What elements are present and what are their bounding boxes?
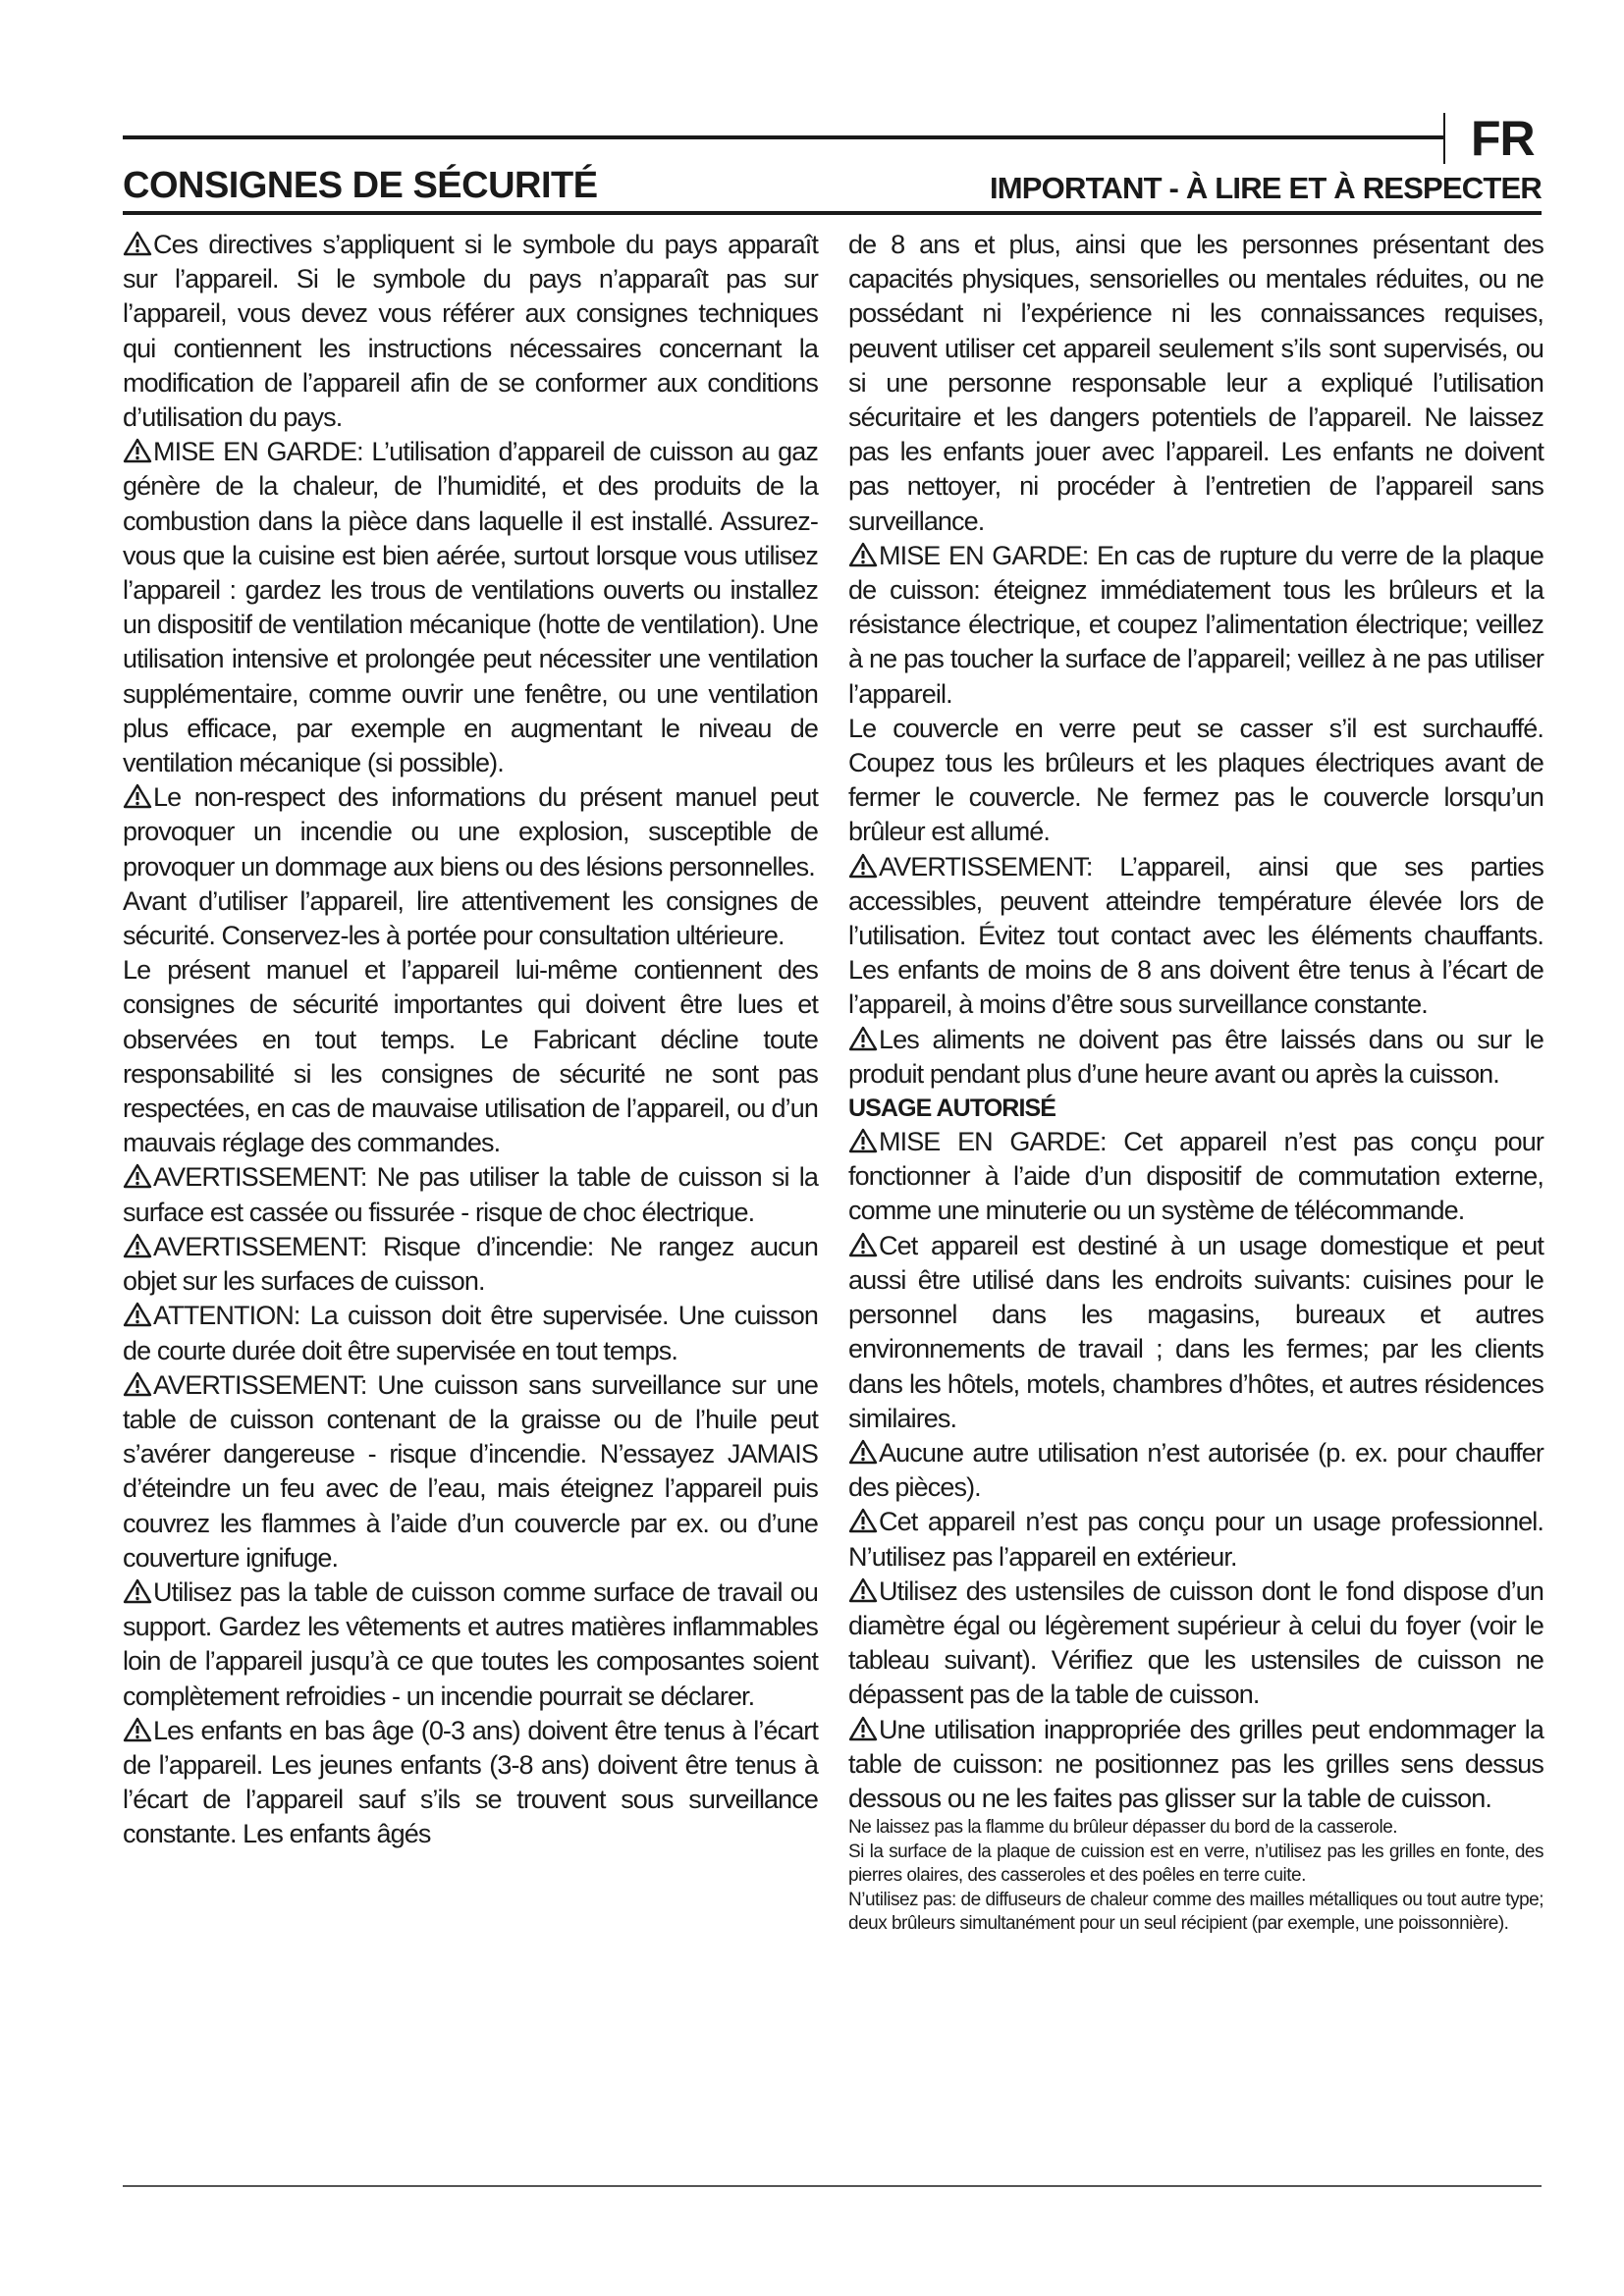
paragraph	[123, 1575, 818, 1714]
paragraph	[123, 1368, 818, 1575]
left-column	[123, 228, 818, 1852]
paragraph	[848, 1713, 1543, 1817]
warning-triangle-icon	[848, 1026, 878, 1051]
warning-triangle-icon	[123, 438, 152, 463]
warning-triangle-icon	[848, 1508, 878, 1533]
paragraph	[123, 1714, 818, 1852]
warning-triangle-icon	[123, 783, 152, 809]
page-subtitle: IMPORTANT - À LIRE ET À RESPECTER	[989, 171, 1542, 205]
paragraph-text: Cet appareil n’est pas conçu pour un usage professionnel. N’utilisez pas l’appareil en extérieur.	[848, 1507, 1543, 1572]
paragraph-text: Les enfants en bas âge (0-3 ans) doivent être tenus à l’écart de l’appareil. Les jeunes enfants (3-8 ans) doivent être tenus à l’écart de l’appareil sauf s’ils se trouvent sous surveillance constante. Les enfants âgés	[123, 1715, 818, 1849]
small-note: N’utilisez pas: de diffuseurs de chaleur comme des mailles métalliques ou tout autre type; deux brûleurs simultanément pour un seul récipient (par exemple, une poissonnière).	[848, 1889, 1543, 1935]
paragraph	[848, 1436, 1543, 1505]
warning-triangle-icon	[123, 1578, 152, 1604]
paragraph	[848, 539, 1543, 712]
paragraph	[123, 780, 818, 884]
paragraph	[123, 884, 818, 953]
paragraph-text: MISE EN GARDE: Cet appareil n’est pas conçu pour fonctionner à l’aide d’un dispositif de commutation externe, comme une minuterie ou un système de télécommande.	[848, 1127, 1543, 1226]
language-divider	[1443, 113, 1445, 164]
title-rule	[123, 211, 1542, 215]
paragraph	[848, 228, 1543, 539]
paragraph-text: AVERTISSEMENT: Ne pas utiliser la table de cuisson si la surface est cassée ou fissurée - risque de choc électrique.	[123, 1162, 818, 1227]
paragraph	[848, 712, 1543, 850]
paragraph	[123, 435, 818, 780]
warning-triangle-icon	[123, 1717, 152, 1742]
paragraph	[848, 1575, 1543, 1713]
warning-triangle-icon	[848, 1128, 878, 1153]
paragraph-text: Utilisez pas la table de cuisson comme surface de travail ou support. Gardez les vêtements et autres matières inflammables loin de l’appareil jusqu’à ce que toutes les composantes soient complètement refroidies - un incendie pourrait se déclarer.	[123, 1576, 818, 1711]
warning-triangle-icon	[848, 542, 878, 567]
footer-rule	[123, 2185, 1542, 2187]
paragraph-text: Les aliments ne doivent pas être laissés dans ou sur le produit pendant plus d’une heure avant ou après la cuisson.	[848, 1024, 1543, 1089]
warning-triangle-icon	[123, 1163, 152, 1189]
small-note: Ne laissez pas la flamme du brûleur dépasser du bord de la casserole.	[848, 1817, 1398, 1839]
paragraph-text: Ces directives s’appliquent si le symbole du pays apparaît sur l’appareil. Si le symbole du pays n’apparaît pas sur l’appareil, vous devez vous référer aux consignes techniques qui contiennent les instructions nécessaires concernant la modification de l’appareil afin de se conformer aux conditions d’utilisation du pays.	[123, 230, 818, 433]
usage-heading: USAGE AUTORISÉ	[848, 1095, 1056, 1123]
warning-triangle-icon	[123, 231, 152, 256]
paragraph-text: Le non-respect des informations du présent manuel peut provoquer un incendie ou une explosion, susceptible de provoquer un dommage aux biens ou des lésions personnelles.	[123, 782, 818, 881]
warning-triangle-icon	[848, 1716, 878, 1741]
right-column	[848, 228, 1543, 1937]
paragraph	[848, 1125, 1543, 1229]
paragraph-text: de 8 ans et plus, ainsi que les personnes présentant des capacités physiques, sensorielles ou mentales réduites, ou ne possédant ni l’expérience ni les connaissances requises, peuvent utiliser cet appareil seulement s’ils sont supervisés, ou si une personne responsable leur a expliqué l’utilisation sécuritaire et les dangers potentiels de l’appareil. Ne laissez pas les enfants jouer avec l’appareil. Les enfants ne doivent pas nettoyer, ni procéder à l’entretien de l’appareil sans surveillance.	[848, 230, 1543, 536]
paragraph	[848, 850, 1543, 1023]
header-rule	[123, 135, 1443, 139]
language-code: FR	[1471, 111, 1535, 166]
paragraph	[123, 953, 818, 1160]
paragraph-text: MISE EN GARDE: En cas de rupture du verre de la plaque de cuisson: éteignez immédiatement tous les brûleurs et la résistance électrique, et coupez l’alimentation électrique; veillez à ne pas toucher la surface de l’appareil; veillez à ne pas utiliser l’appareil.	[848, 540, 1543, 709]
warning-triangle-icon	[848, 1232, 878, 1257]
paragraph-text: MISE EN GARDE: L’utilisation d’appareil de cuisson au gaz génère de la chaleur, de l’humidité, et des produits de la combustion dans la pièce dans laquelle il est installé. Assurez-vous que la cuisine est bien aérée, surtout lorsque vous utilisez l’appareil : gardez les trous de ventilations ouverts ou installez un dispositif de ventilation mécanique (hotte de ventilation). Une utilisation intensive et prolongée peut nécessiter une ventilation supplémentaire, comme ouvrir une fenêtre, ou une ventilation plus efficace, par exemple en augmentant le niveau de ventilation mécanique (si possible).	[123, 437, 818, 778]
paragraph	[848, 1505, 1543, 1574]
paragraph-text: AVERTISSEMENT: L’appareil, ainsi que ses parties accessibles, peuvent atteindre température élevée lors de l’utilisation. Évitez tout contact avec les éléments chauffants. Les enfants de moins de 8 ans doivent être tenus à l’écart de l’appareil, à moins d’être sous surveillance constante.	[848, 851, 1543, 1020]
paragraph	[848, 1023, 1543, 1092]
paragraph-text: Une utilisation inappropriée des grilles peut endommager la table de cuisson: ne positionnez pas les grilles sens dessus dessous ou ne les faites pas glisser sur la table de cuisson.	[848, 1714, 1543, 1813]
paragraph-text: Le couvercle en verre peut se casser s’il est surchauffé. Coupez tous les brûleurs et les plaques électriques avant de fermer le couvercle. Ne fermez pas le couvercle lorsqu’un brûleur est allumé.	[848, 713, 1543, 847]
paragraph-text: AVERTISSEMENT: Une cuisson sans surveillance sur une table de cuisson contenant de la graisse ou de l’huile peut s’avérer dangereuse - risque d’incendie. N’essayez JAMAIS d’éteindre un feu avec de l’eau, mais éteignez l’appareil puis couvrez les flammes à l’aide d’un couvercle par ex. ou d’une couverture ignifuge.	[123, 1369, 818, 1573]
warning-triangle-icon	[123, 1371, 152, 1397]
paragraph-text: ATTENTION: La cuisson doit être supervisée. Une cuisson de courte durée doit être supervisée en tout temps.	[123, 1301, 818, 1365]
small-note: Si la surface de la plaque de cuission est en verre, n’utilisez pas les grilles en fonte, des pierres olaires, des casseroles et des poêles en terre cuite.	[848, 1841, 1543, 1887]
warning-triangle-icon	[123, 1233, 152, 1258]
paragraph-text: Utilisez des ustensiles de cuisson dont le fond dispose d’un diamètre égal ou légèrement supérieur à celui du foyer (voir le tableau suivant). Vérifiez que les ustensiles de cuisson ne dépassent pas de la table de cuisson.	[848, 1575, 1543, 1710]
paragraph-text: AVERTISSEMENT: Risque d’incendie: Ne rangez aucun objet sur les surfaces de cuisson.	[123, 1231, 818, 1297]
paragraph-text: Aucune autre utilisation n’est autorisée (p. ex. pour chauffer des pièces).	[848, 1437, 1543, 1503]
warning-triangle-icon	[848, 1439, 878, 1465]
paragraph	[123, 228, 818, 435]
paragraph	[123, 1230, 818, 1299]
paragraph-text: Cet appareil est destiné à un usage domestique et peut aussi être utilisé dans les endroits suivants: cuisines pour le personnel dans les magasins, bureaux et autres environnements de travail ; dans les fermes; par les clients dans les hôtels, motels, chambres d’hôtes, et autres résidences similaires.	[848, 1230, 1543, 1433]
warning-triangle-icon	[123, 1302, 152, 1327]
paragraph	[123, 1299, 818, 1367]
paragraph	[848, 1229, 1543, 1436]
warning-triangle-icon	[848, 853, 878, 879]
paragraph	[123, 1160, 818, 1229]
paragraph-text: Le présent manuel et l’appareil lui-même contiennent des consignes de sécurité importantes qui doivent être lues et observées en tout temps. Le Fabricant décline toute responsabilité si les consignes de sécurité ne sont pas respectées, en cas de mauvaise utilisation de l’appareil, ou d’un mauvais réglage des commandes.	[123, 955, 818, 1158]
warning-triangle-icon	[848, 1577, 878, 1603]
paragraph-text: Avant d’utiliser l’appareil, lire attentivement les consignes de sécurité. Conservez-les à portée pour consultation ultérieure.	[123, 885, 818, 951]
page-title: CONSIGNES DE SÉCURITÉ	[123, 165, 598, 206]
